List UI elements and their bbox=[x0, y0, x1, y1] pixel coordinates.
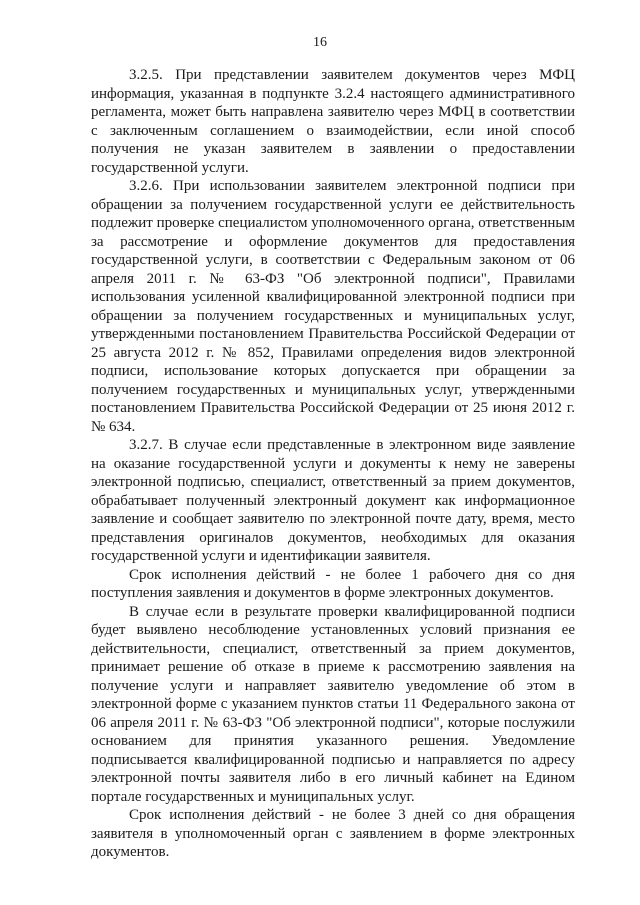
paragraph-3-2-5: 3.2.5. При представлении заявителем документов через МФЦ информация, указанная в подпункте 3.2.4 настоящего административного регламента, может быть направлена заявителю через МФЦ в соответствии с заключенным соглашением о взаимодействии, если иной способ получения не указан заявителем в заявлении о предоставлении государственной услуги. bbox=[91, 67, 575, 176]
document-body bbox=[91, 66, 575, 862]
page-number: 16 bbox=[313, 35, 327, 50]
paragraph-deadline-1-day: Срок исполнения действий - не более 1 рабочего дня со дня поступления заявления и документов в форме электронных документов. bbox=[91, 566, 575, 601]
paragraph-signature-check: В случае если в результате проверки квалифицированной подписи будет выявлено несоблюдение установленных условий признания ее действительности, специалист, ответственный за прием документов, принимает решение об отказе в приеме к рассмотрению заявления на получение услуги и направляет заявителю уведомление об этом в электронной форме с указанием пунктов статьи 11 Федерального закона от 06 апреля 2011 г. № 63-ФЗ "Об электронной подписи", которые послужили основанием для принятия указанного решения. Уведомление подписывается квалифицированной подписью и направляется по адресу электронной почты заявителя либо в его личный кабинет на Едином портале государственных и муниципальных услуг. bbox=[91, 603, 575, 805]
paragraph-deadline-3-days: Срок исполнения действий - не более 3 дней со дня обращения заявителя в уполномоченный орган с заявлением в форме электронных документов. bbox=[91, 807, 575, 860]
paragraph-3-2-6: 3.2.6. При использовании заявителем электронной подписи при обращении за получением государственной услуги ее действительность подлежит проверке специалистом уполномоченного органа, ответственным за рассмотрение и оформление документов для предоставления государственной услуги, в соответствии с Федеральным законом от 06 апреля 2011 г. № 63-ФЗ "Об электронной подписи", Правилами использования усиленной квалифицированной электронной подписи при обращении за получением государственных и муниципальных услуг, утвержденными постановлением Правительства Российской Федерации от 25 августа 2012 г. № 852, Правилами определения видов электронной подписи, использование которых допускается при обращении за получением государственных и муниципальных услуг, утвержденными постановлением Правительства Российской Федерации от 25 июня 2012 г. № 634. bbox=[91, 178, 575, 435]
paragraph-3-2-7: 3.2.7. В случае если представленные в электронном виде заявление на оказание государственной услуги и документы к нему не заверены электронной подписью, специалист, ответственный за прием документов, обрабатывает полученный электронный документ как информационное заявление и сообщает заявителю по электронной почте дату, время, место представления оригиналов документов, необходимых для оказания государственной услуги и идентификации заявителя. bbox=[91, 437, 575, 564]
